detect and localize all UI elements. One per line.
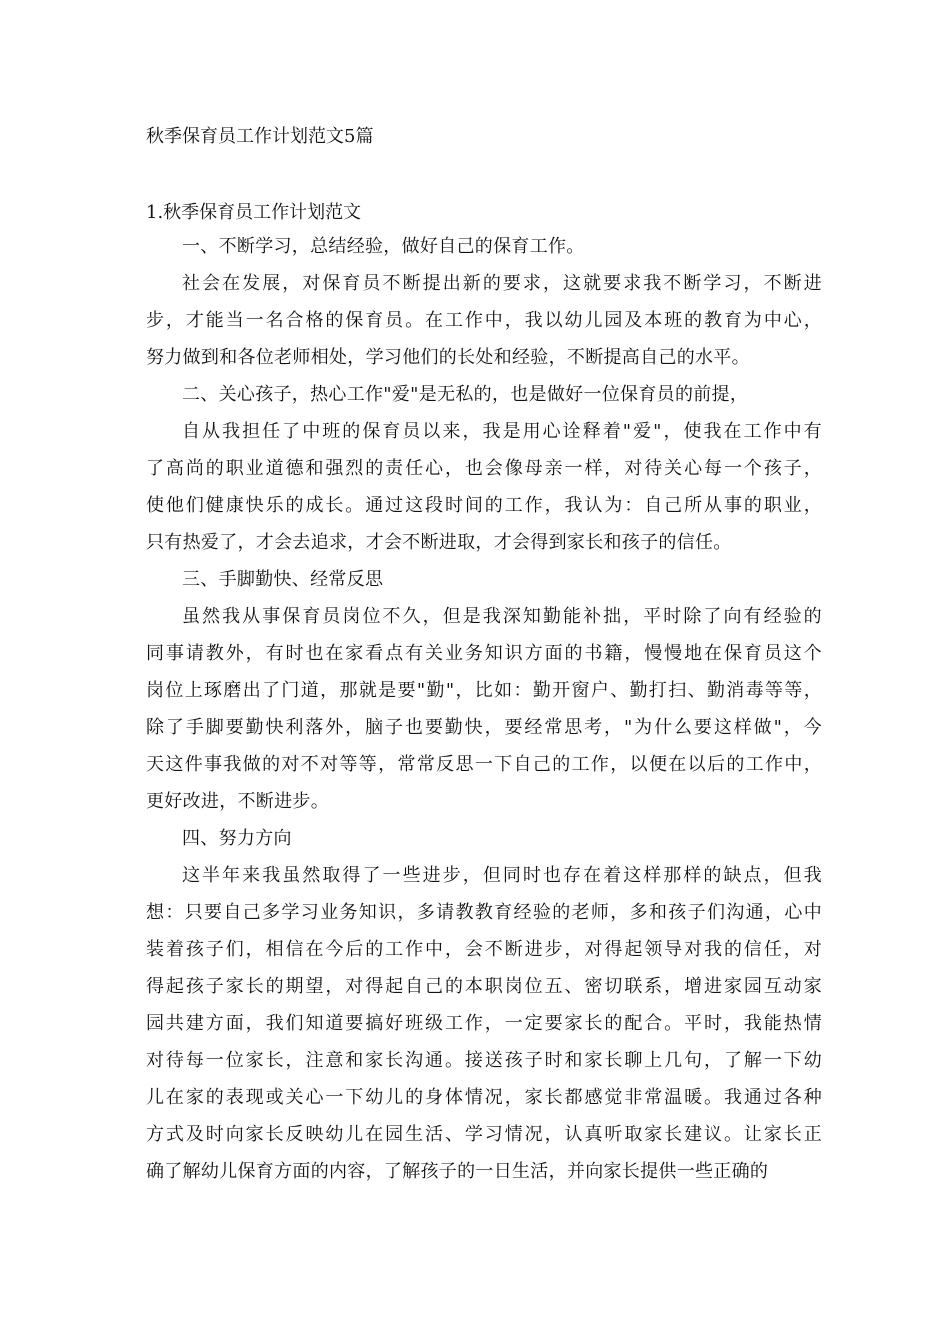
text-line: 社会在发展，对保育员不断提出新的要求，这就要求我不断学习，不断进 (182, 273, 822, 294)
text-line: 除了手脚要勤快利落外，脑子也要勤快，要经常思考，"为什么要这样做"，今 (146, 717, 822, 738)
text-line: 三、手脚勤快、经常反思 (182, 569, 384, 590)
paragraph-body (146, 265, 822, 376)
text-line: 天这件事我做的对不对等等，常常反思一下自己的工作，以便在以后的工作中， (146, 754, 822, 775)
text-line: 二、关心孩子，热心工作"爱"是无私的，也是做好一位保育员的前提， (182, 384, 749, 405)
paragraph-list (146, 228, 822, 1190)
paragraph-heading (146, 228, 822, 265)
paragraph-heading (146, 820, 822, 857)
text-line: 岗位上琢磨出了门道，那就是要"勤"，比如：勤开窗户、勤打扫、勤消毒等等， (146, 680, 822, 701)
text-line: 装着孩子们，相信在今后的工作中，会不断进步，对得起领导对我的信任，对 (146, 939, 822, 960)
text-line: 虽然我从事保育员岗位不久，但是我深知勤能补拙，平时除了向有经验的 (182, 606, 822, 627)
paragraph-heading (146, 561, 822, 598)
text-line: 一、不断学习，总结经验，做好自己的保育工作。 (182, 236, 585, 257)
text-line: 对待每一位家长，注意和家长沟通。接送孩子时和家长聊上几句，了解一下幼 (146, 1050, 822, 1071)
document-body (146, 198, 822, 1190)
paragraph-body (146, 598, 822, 820)
text-line: 同事请教外，有时也在家看点有关业务知识方面的书籍，慢慢地在保育员这个 (146, 643, 822, 664)
text-line: 步，才能当一名合格的保育员。在工作中，我以幼儿园及本班的教育为中心， (146, 310, 822, 331)
text-line: 儿在家的表现或关心一下幼儿的身体情况，家长都感觉非常温暖。我通过各种 (146, 1087, 822, 1108)
text-line: 四、努力方向 (182, 828, 292, 849)
section-title: 1.秋季保育员工作计划范文 (146, 202, 362, 223)
paragraph-body (146, 413, 822, 561)
text-line: 努力做到和各位老师相处，学习他们的长处和经验，不断提高自己的水平。 (146, 347, 750, 368)
paragraph-body (146, 857, 822, 1190)
paragraph-heading (146, 376, 822, 413)
text-line: 了高尚的职业道德和强烈的责任心，也会像母亲一样，对待关心每一个孩子， (146, 458, 822, 479)
text-line: 更好改进，不断进步。 (146, 791, 329, 812)
text-line: 使他们健康快乐的成长。通过这段时间的工作，我认为：自己所从事的职业， (146, 495, 822, 516)
text-line: 只有热爱了，才会去追求，才会不断进取，才会得到家长和孩子的信任。 (146, 532, 732, 553)
text-line: 园共建方面，我们知道要搞好班级工作，一定要家长的配合。平时，我能热情 (146, 1013, 822, 1034)
document-title: 秋季保育员工作计划范文5篇 (146, 126, 374, 147)
text-line: 确了解幼儿保育方面的内容，了解孩子的一日生活，并向家长提供一些正确的 (146, 1161, 769, 1182)
text-line: 自从我担任了中班的保育员以来，我是用心诠释着"爱"，使我在工作中有 (182, 421, 822, 442)
text-line: 想：只要自己多学习业务知识，多请教教育经验的老师，多和孩子们沟通，心中 (146, 902, 822, 923)
text-line: 这半年来我虽然取得了一些进步，但同时也存在着这样那样的缺点，但我 (182, 865, 822, 886)
text-line: 方式及时向家长反映幼儿在园生活、学习情况，认真听取家长建议。让家长正 (146, 1124, 822, 1145)
text-line: 得起孩子家长的期望，对得起自己的本职岗位五、密切联系，增进家园互动家 (146, 976, 822, 997)
